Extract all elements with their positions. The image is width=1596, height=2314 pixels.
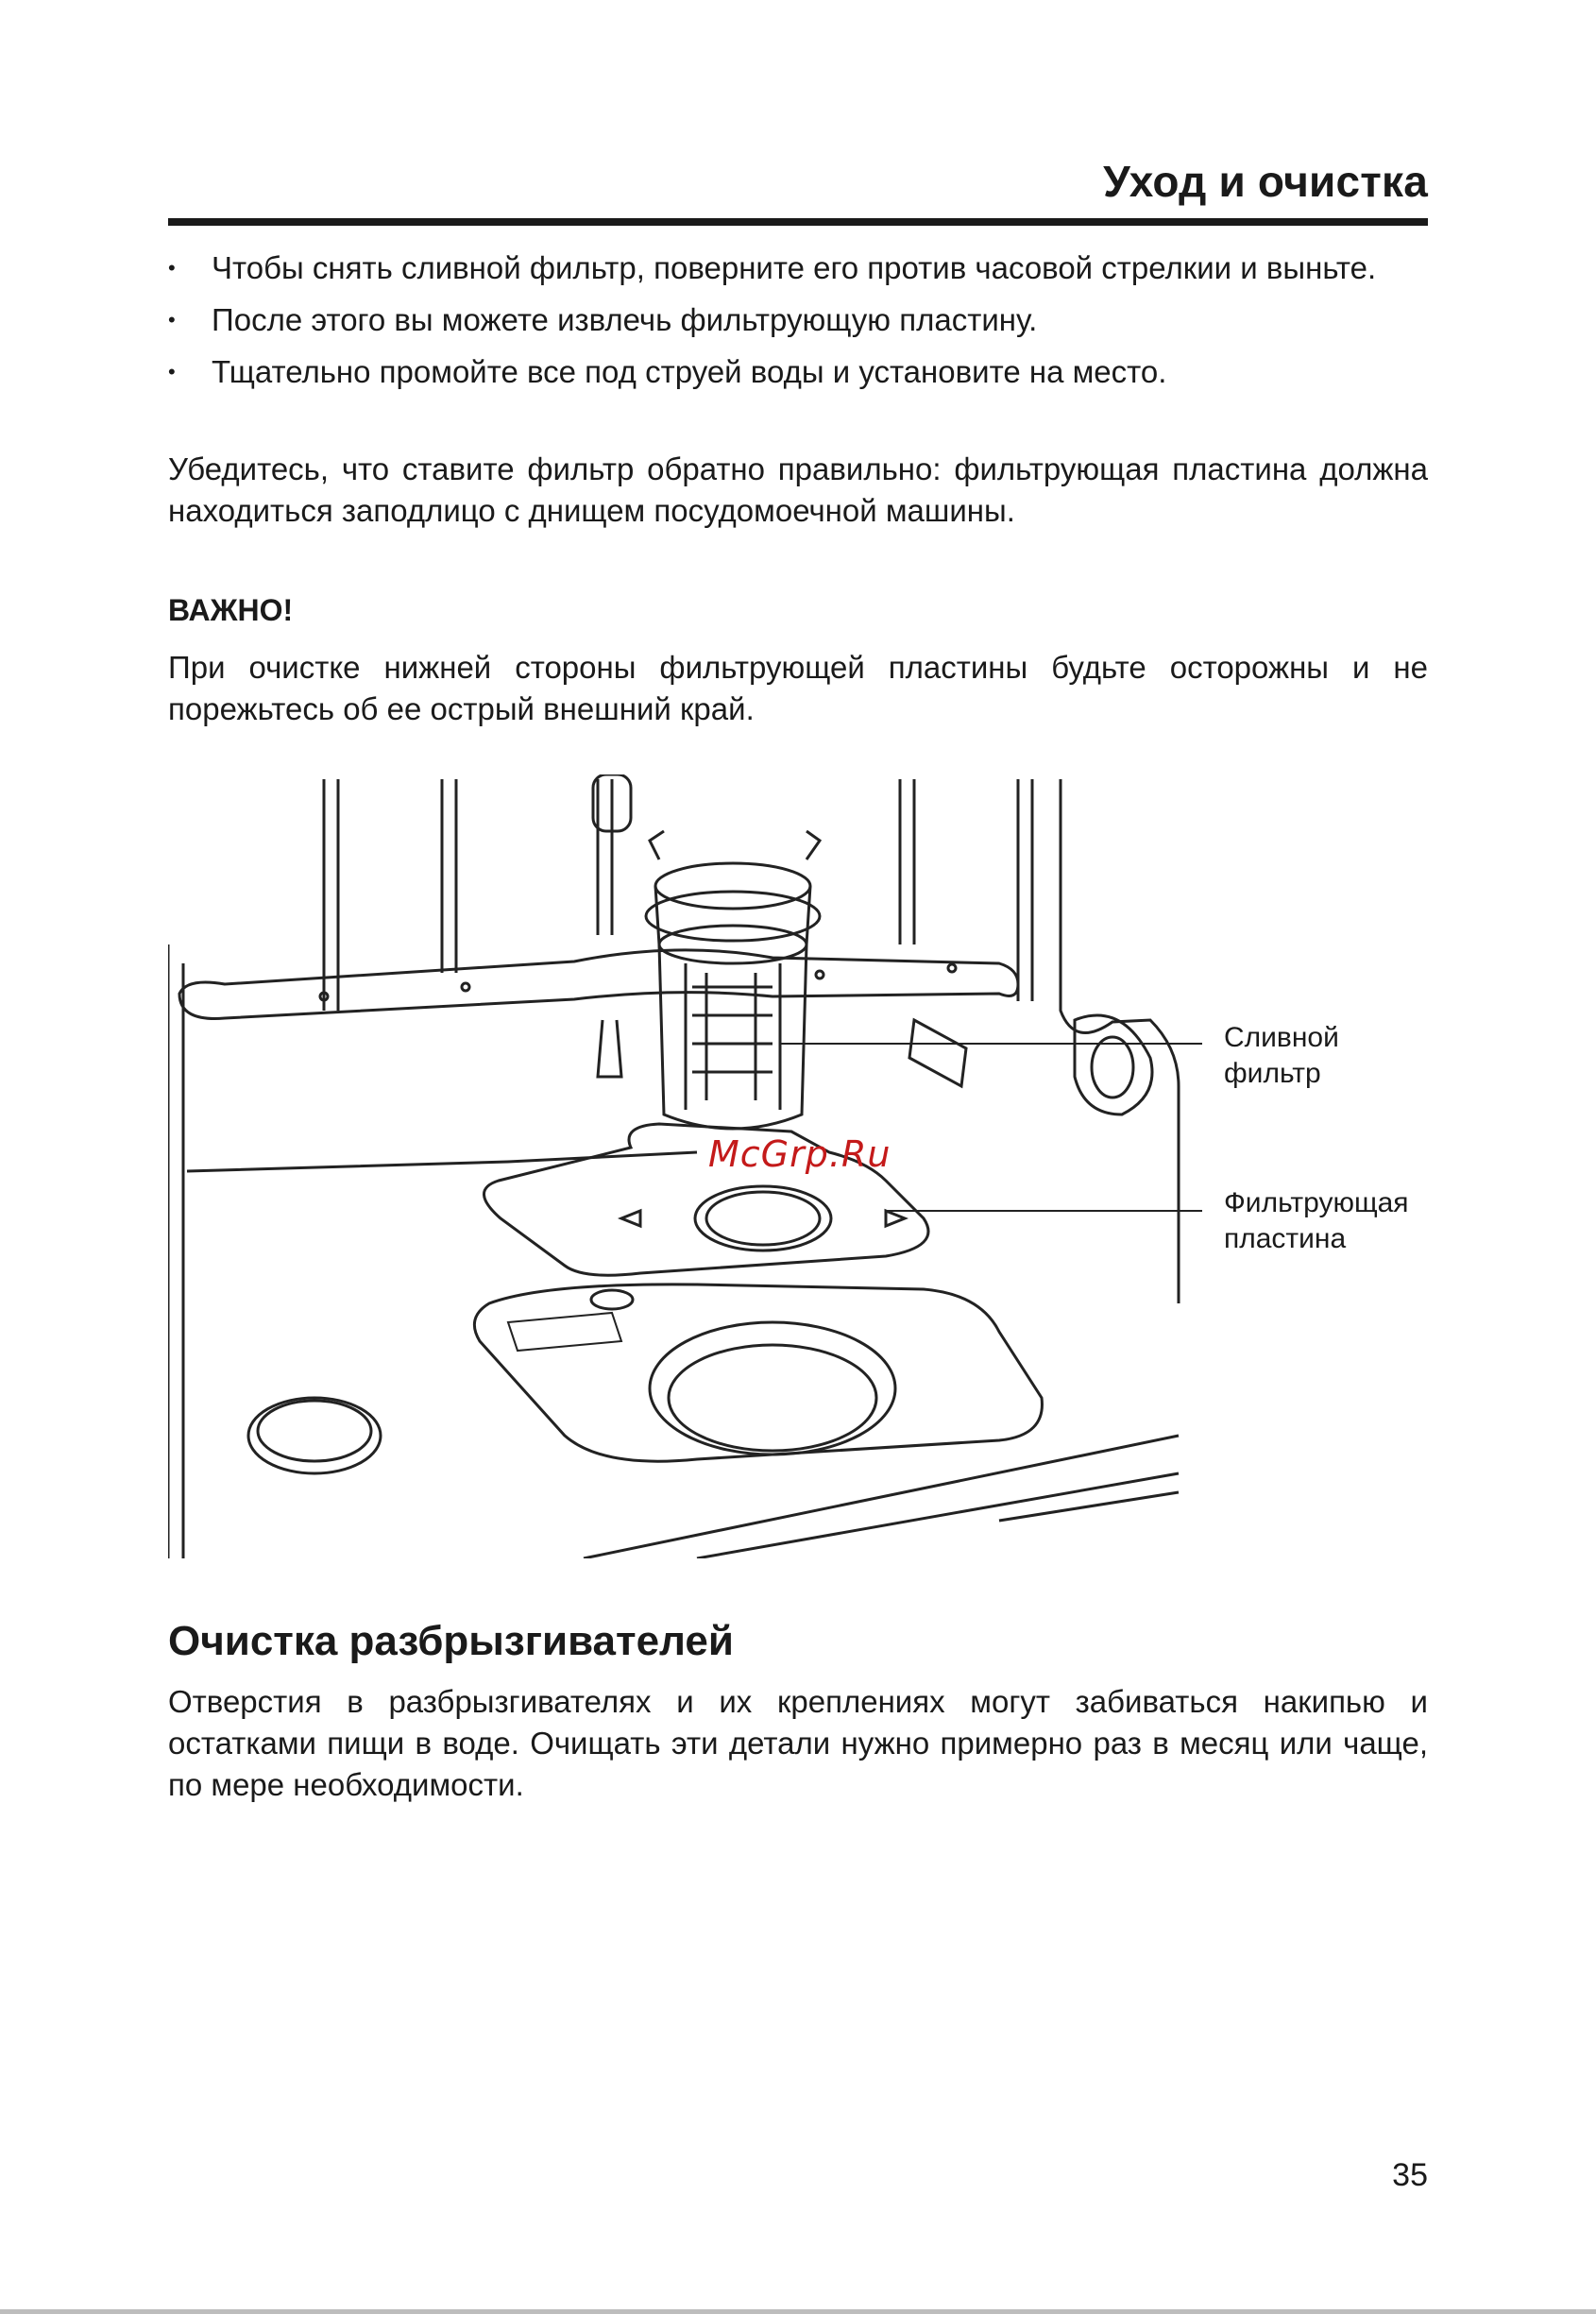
bullet-list [168,247,1428,403]
bullet-icon: • [168,256,176,280]
bullet-text: После этого вы можете извлечь фильтрующую пластину. [212,302,1038,337]
watermark: McGrp.Ru [708,1133,891,1175]
callout-filter-plate-line2: пластина [1224,1223,1347,1254]
bullet-item [168,299,1428,341]
door-edge [584,1015,1179,1558]
callout-drain-filter [1224,1020,1339,1092]
bullet-text: Тщательно промойте все под струей воды и установите на место. [212,354,1167,389]
page-number: 35 [1392,2157,1428,2193]
paragraph-filter-placement: Убедитесь, что ставите фильтр обратно правильно: фильтрующая пластина должна находиться заподлицо с днищем посудомоечной машины. [168,451,1428,528]
section-text: Отверстия в разбрызгивателях и их креплениях могут забиваться накипью и остатками пищи в воде. Очищать эти детали нужно примерно раз в месяц или чаще, по мере необходимости. [168,1684,1428,1802]
bullet-item [168,247,1428,289]
section-heading: Очистка разбрызгивателей [168,1618,734,1664]
drain-filter [646,831,820,1129]
important-heading: ВАЖНО! [168,593,294,627]
important-text: При очистке нижней стороны фильтрующей пластины будьте осторожны и не порежьтесь об ее острый внешний край. [168,650,1428,726]
spray-arm [179,950,1018,1077]
bullet-text: Чтобы снять сливной фильтр, поверните его против часовой стрелкии и выньте. [212,250,1377,285]
bullet-icon: • [168,308,176,332]
bullet-item [168,351,1428,393]
filter-cap-part [248,1398,381,1473]
callout-drain-filter-line2: фильтр [1224,1058,1321,1089]
bullet-icon: • [168,360,176,383]
callout-filter-plate-line1: Фильтрующая [1224,1187,1409,1218]
callout-filter-plate [1224,1185,1409,1257]
sump [474,774,1042,1461]
callout-drain-filter-line1: Сливной [1224,1022,1339,1053]
tub-walls [168,779,1179,1558]
page-header-title: Уход и очистка [1103,157,1428,206]
bottom-rule [0,2309,1596,2314]
header-rule [168,218,1428,226]
